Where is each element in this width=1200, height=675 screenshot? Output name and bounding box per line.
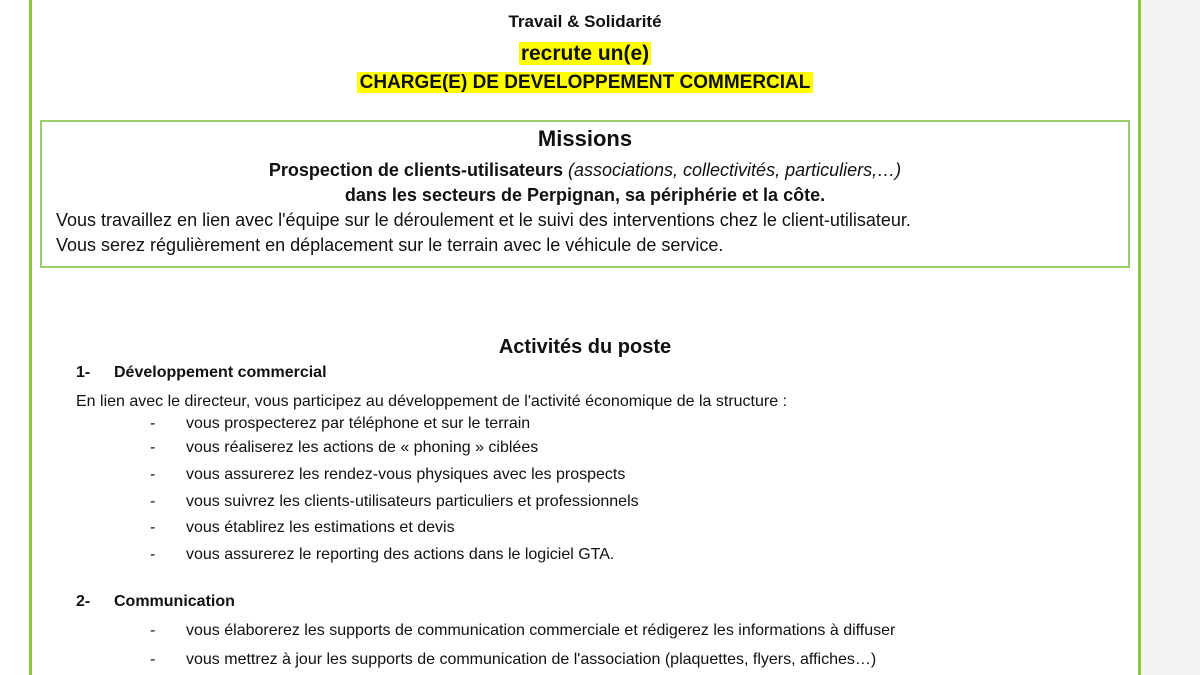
bullet-dash: - bbox=[150, 622, 156, 639]
bullet-dash: - bbox=[150, 439, 156, 456]
missions-title: Missions bbox=[537, 126, 633, 151]
bullet-dash: - bbox=[150, 519, 156, 536]
missions-line-4: Vous serez régulièrement en déplacement sur le terrain avec le véhicule de service. bbox=[56, 235, 724, 255]
missions-line-1-bold: Prospection de clients-utilisateurs bbox=[268, 160, 563, 180]
list-item bbox=[150, 415, 530, 433]
list-item-text: vous assurerez les rendez-vous physiques avec les prospects bbox=[186, 466, 626, 483]
list-item bbox=[150, 466, 625, 484]
section-heading-1 bbox=[76, 364, 327, 382]
bullet-dash: - bbox=[150, 415, 156, 432]
bullet-dash: - bbox=[150, 493, 156, 510]
list-item bbox=[150, 439, 538, 457]
missions-line-1-italic: (associations, collectivités, particuliers,…) bbox=[562, 160, 902, 180]
list-item-text: vous suivrez les clients-utilisateurs particuliers et professionnels bbox=[186, 493, 639, 510]
section-title: Communication bbox=[114, 593, 235, 610]
section-intro: En lien avec le directeur, vous participez au développement de l'activité économique de la structure : bbox=[76, 393, 788, 410]
list-item bbox=[150, 493, 639, 511]
missions-line-3: Vous travaillez en lien avec l'équipe sur le déroulement et le suivi des interventions chez le client-utilisateur. bbox=[56, 210, 911, 230]
list-item-text: vous élaborerez les supports de communication commerciale et rédigerez les informations à diffuser bbox=[186, 622, 896, 639]
bullet-dash: - bbox=[150, 651, 156, 668]
list-item bbox=[150, 546, 614, 564]
list-item bbox=[150, 622, 895, 640]
bullet-dash: - bbox=[150, 546, 156, 563]
section-heading-2 bbox=[76, 593, 235, 611]
section-number: 1- bbox=[76, 364, 91, 381]
list-item bbox=[150, 519, 455, 537]
missions-line-2: dans les secteurs de Perpignan, sa périphérie et la côte. bbox=[344, 185, 826, 205]
job-title-text: CHARGE(E) DE DEVELOPPEMENT COMMERCIAL bbox=[357, 72, 814, 93]
section-title: Développement commercial bbox=[114, 364, 327, 381]
recrute-text: recrute un(e) bbox=[520, 42, 650, 65]
list-item-text: vous établirez les estimations et devis bbox=[186, 519, 455, 536]
recrute-heading bbox=[0, 42, 1170, 66]
bullet-dash: - bbox=[150, 466, 156, 483]
organisation-name: Travail & Solidarité bbox=[508, 12, 662, 31]
list-item-text: vous assurerez le reporting des actions dans le logiciel GTA. bbox=[186, 546, 615, 563]
job-title bbox=[0, 72, 1170, 94]
section-number: 2- bbox=[76, 593, 91, 610]
missions-line-1 bbox=[42, 160, 1128, 181]
activites-title: Activités du poste bbox=[498, 336, 672, 358]
list-item-text: vous réaliserez les actions de « phoning » ciblées bbox=[186, 439, 539, 456]
missions-box bbox=[40, 120, 1130, 268]
list-item-text: vous mettrez à jour les supports de communication de l'association (plaquettes, flyers, affiches…) bbox=[186, 651, 877, 668]
list-item-text: vous prospecterez par téléphone et sur le terrain bbox=[186, 415, 531, 432]
list-item bbox=[150, 651, 876, 669]
